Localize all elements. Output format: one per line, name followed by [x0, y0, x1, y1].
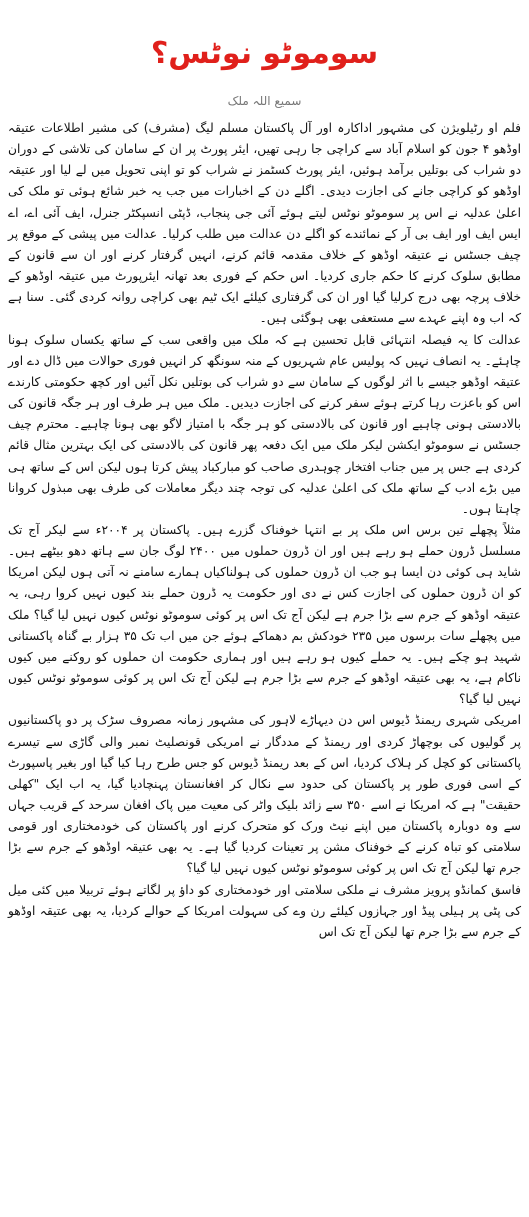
article-paragraph: عدالت کا یہ فیصلہ انتہائی قابل تحسین ہے کہ ملک میں واقعی سب کے ساتھ یکساں سلوک ہونا چاہئے۔ یہ انصاف نہیں کہ پولیس عام شہریوں کے منہ سونگھ کر انہیں فوری حوالات میں ڈال دے اور عتیقہ اوڈھو جیسے با اثر لوگوں کے سامان سے دو شراب کی بوتلیں نکل آئیں اور کچھ حکومتی کارندے اس کو باعزت رہا کرتے ہوئے سفر کرنے کی اجازت دیدیں۔ ملک میں ہر طرف اور ہر جگہ قانون کی بالادستی ہونی چاہیے اور قانون کی بالادستی کو ہر جگہ با امتیاز لاگو بھی ہونا چاہیے۔ محترم چیف جسٹس نے سوموٹو ایکشن لیکر ملک میں ایک دفعہ پھر قانون کی بالادستی کی ایک بہترین مثال قائم کردی ہے جس پر میں جناب افتخار چوہدری صاحب کو مبارکباد پیش کرتا ہوں لیکن اس کے ساتھ ہی میں بڑے ادب کے ساتھ ملک کی اعلیٰ عدلیہ کی توجہ چند دیگر معاملات کی طرف بھی مبذول کروانا چاہتا ہوں۔ [8, 332, 521, 516]
article-paragraph: فاسق کمانڈو پرویز مشرف نے ملکی سلامتی اور خودمختاری کو داؤ پر لگاتے ہوئے تربیلا میں کئی میل کی پٹی پر ہیلی پیڈ اور جہازوں کیلئے رن وے کی سہولت امریکا کے حوالے کردیا، یہ بھی عتیقہ اوڈھو کے جرم سے بڑا جرم تھا لیکن آج تک اس [8, 882, 521, 939]
article-paragraph: فلم او رٹیلویژن کی مشہور اداکارہ اور آل پاکستان مسلم لیگ (مشرف) کی مشیر اطلاعات عتیقہ اوڈھو ۴ جون کو اسلام آباد سے کراچی جا رہی تھیں، ایئر پورٹ پر ان کے سامان کی تلاشی کے دوران دو شراب کی بوتلیں برآمد ہوئیں، ایئر پورٹ کسٹمز نے شراب کو تو اپنی تحویل میں لے لیا اور عتیقہ اوڈھو کو کراچی جانے کی اجازت دیدی۔ اگلے دن کے اخبارات میں جب یہ خبر شائع ہوئی تو ملک کی اعلیٰ عدلیہ نے اس پر سوموٹو نوٹس لیتے ہوئے آئی جی پنجاب، ڈپٹی انسپکٹر جنرل، ایف آئی اے، اے ایس ایف اور ایف بی آر کے نمائندے کو اگلے دن عدالت میں طلب کرلیا۔ عدالت میں پیشی کے موقع پر چیف جسٹس نے عتیقہ اوڈھو کے خلاف مقدمہ قائم کرنے، انہیں گرفتار کرنے اور ان سے قانون کے مطابق سلوک کرنے کا حکم جاری کردیا۔ اس حکم کے فوری بعد تھانہ ایئرپورٹ میں عتیقہ اوڈھو کے خلاف پرچہ بھی درج کرلیا گیا اور ان کی گرفتاری کیلئے ایک ٹیم بھی کراچی روانہ کردی گئی۔ سنا ہے کہ اب وہ اپنے عہدے سے مستعفی بھی ہوگئی ہیں۔ [8, 121, 522, 326]
article-body [8, 118, 521, 943]
article-paragraph: امریکی شہری ریمنڈ ڈیوس اس دن دیہاڑے لاہور کی مشہور زمانہ مصروف سڑک پر دو پاکستانیوں پر گولیوں کی بوچھاڑ کردی اور ریمنڈ کے مددگار نے امریکی قونصلیٹ نمبر والی گاڑی سے تیسرے پاکستانی کو کچل کر ہلاک کردیا، اس کے بعد ریمنڈ ڈیوس کو جس طرح رہا کیا گیا اور بغیر پاسپورٹ کے اسی فوری طور پر پاکستان کی حدود سے نکال کر افغانستان پہنچادیا گیا، یہ اب ایک "کھلی حقیقت" ہے کہ امریکا نے اسے ۳۵۰ سے زائد بلیک واٹر کی معیت میں پاک افغان سرحد کے قریب جہاں سے وہ دوبارہ پاکستان میں اپنے نیٹ ورک کو متحرک کرنے اور پاکستان کی خودمختاری اور قومی سلامتی کو تباہ کرنے کے خوفناک مشن پر تعینات کردیا گیا ہے۔ یہ بھی عتیقہ اوڈھو کے جرم سے بڑا جرم تھا لیکن آج تک اس پر کوئی سوموٹو نوٹس کیوں نہیں لیا گیا؟ [8, 713, 521, 876]
article-title: سوموٹو نوٹس؟ [150, 36, 379, 71]
article-author: سمیع اللہ ملک [227, 94, 302, 108]
article-paragraph: مثلاً پچھلے تین برس اس ملک پر بے انتہا خوفناک گزرے ہیں۔ پاکستان پر ۲۰۰۴ء سے لیکر آج تک مسلسل ڈرون حملے ہو رہے ہیں اور ان ڈرون حملوں میں ۲۴۰۰ لوگ جان سے ہاتھ دھو بیٹھے ہیں۔ شاید ہی کوئی دن ایسا ہو جب ان ڈرون حملوں کی ہولناکیاں ہمارے سامنے نہ آتی ہوں لیکن امریکا کو ان ڈرون حملوں کی اجازت کس نے دی اور حکومت یہ ڈرون حملے بند کیوں نہیں کروا رہی، یہ عتیقہ اوڈھو کے جرم سے بڑا جرم ہے لیکن آج تک اس پر کوئی سوموٹو نوٹس کیوں نہیں لیا گیا؟ ملک میں پچھلے سات برسوں میں ۲۳۵ خودکش بم دھماکے ہوئے جن میں اب تک ۳۵ ہزار بے گناہ پاکستانی شہید ہو چکے ہیں۔ یہ حملے کیوں ہو رہے ہیں اور ہماری حکومت ان حملوں کو روکنے میں کیوں ناکام ہے، یہ بھی عتیقہ اوڈھو کے جرم سے بڑا جرم ہے لیکن آج تک اس پر کوئی سوموٹو نوٹس کیوں نہیں لیا گیا؟ [8, 522, 521, 707]
